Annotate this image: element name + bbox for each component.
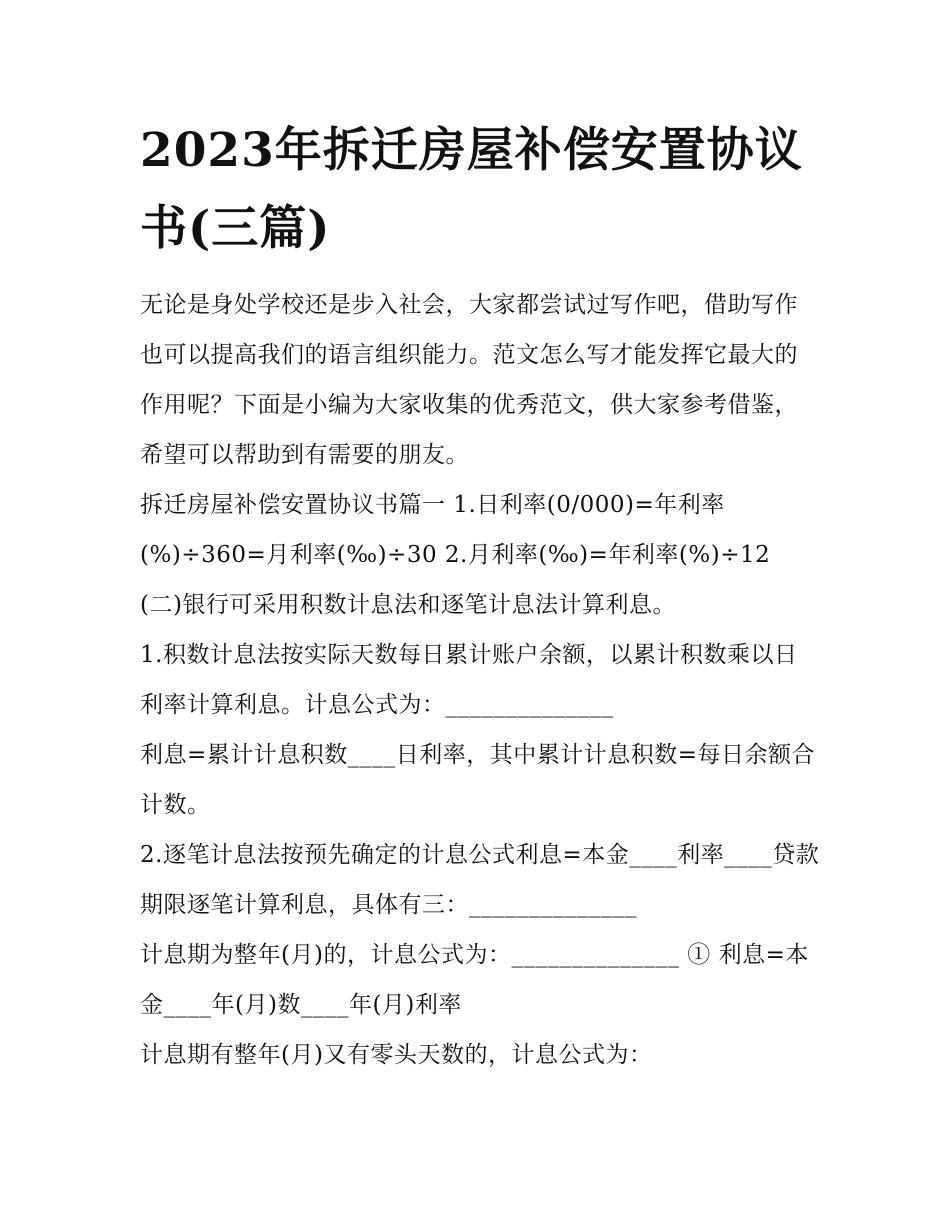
paragraph-bank-methods: (二)银行可采用积数计息法和逐笔计息法计算利息。: [140, 592, 676, 618]
paragraph-accumulation-method: 1.积数计息法按实际天数每日累计账户余额，以累计积数乘以日利率计算利息。计息公式为：______________: [140, 642, 798, 718]
title-line-2: 书(三篇): [140, 201, 331, 256]
paragraph-partial-period: 计息期有整年(月)又有零头天数的，计息公式为：: [140, 1042, 653, 1068]
document-page: [140, 112, 820, 1080]
paragraph-whole-period: 计息期为整年(月)的，计息公式为：______________ ① 利息=本金____年(月)数____年(月)利率: [140, 942, 809, 1018]
title-line-1: 2023年拆迁房屋补偿安置协议: [140, 123, 803, 178]
paragraph-interest-rates: 拆迁房屋补偿安置协议书篇一 1.日利率(0/000)=年利率(%)÷360=月利率(‰)÷30 2.月利率(‰)=年利率(%)÷12: [140, 492, 771, 568]
paragraph-intro: 无论是身处学校还是步入社会，大家都尝试过写作吧，借助写作也可以提高我们的语言组织能力。范文怎么写才能发挥它最大的作用呢？下面是小编为大家收集的优秀范文，供大家参考借鉴，希望可以帮助到有需要的朋友。: [140, 292, 798, 468]
document-title: [140, 112, 820, 268]
paragraph-itemized-method: 2.逐笔计息法按预先确定的计息公式利息=本金____利率____贷款期限逐笔计算利息，具体有三：______________: [140, 842, 820, 918]
paragraph-accumulation-formula: 利息=累计计息积数____日利率，其中累计计息积数=每日余额合计数。: [140, 742, 816, 818]
